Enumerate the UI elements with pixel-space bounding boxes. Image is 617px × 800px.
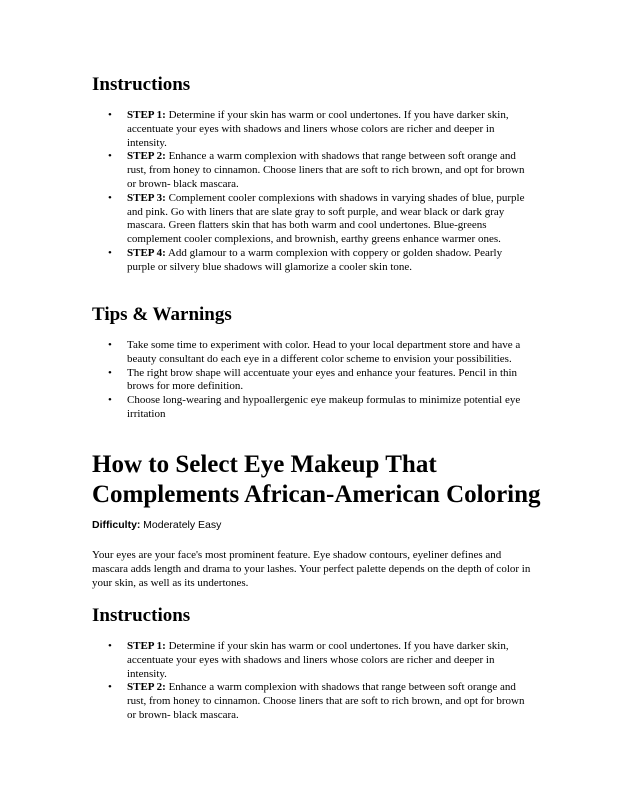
bullet-icon: • [108,150,112,163]
article-title-line-1: How to Select Eye Makeup That [92,451,437,478]
instructions-list-2 [92,640,532,723]
step-item [92,681,532,722]
difficulty-value: Moderately Easy [143,519,222,531]
bullet-icon: • [108,191,112,204]
tip-item [92,339,532,367]
step-label: STEP 4: [127,246,166,259]
difficulty-label: Difficulty: [92,519,141,531]
bullet-icon: • [108,246,112,259]
step-item [92,192,532,247]
step-label: STEP 2: [127,681,166,694]
step-item [92,150,532,191]
step-text: Complement cooler complexions with shadows in varying shades of blue, purple and pink. Go with liners that are slate gray to soft purple, and wear black or dark gray mascara. Green flatters skin that has both warm and cool undertones. Blue-greens complement cooler complexions, and brownish, earthy greens enhance warmer ones. [127,191,525,246]
step-text: Determine if your skin has warm or cool undertones. If you have darker skin, accentuate your eyes with shadows and liners whose colors are richer and deeper in intensity. [127,640,509,680]
bullet-icon: • [108,366,112,379]
step-item [92,247,532,275]
bullet-icon: • [108,640,112,652]
step-label: STEP 1: [127,109,166,121]
step-text: Enhance a warm complexion with shadows that range between soft orange and rust, from honey to cinnamon. Choose liners that are soft to rich brown, and opt for brown or brown- black mascara. [127,681,525,721]
instructions-heading: Instructions [92,74,191,95]
step-label: STEP 1: [127,640,166,652]
intro-paragraph: Your eyes are your face's most prominent feature. Eye shadow contours, eyeliner defines and mascara adds length and drama to your lashes. Your perfect palette depends on the depth of color in your skin, as well as its undertones. [92,549,531,589]
bullet-icon: • [108,109,112,121]
tips-heading: Tips & Warnings [92,304,232,325]
step-label: STEP 2: [127,150,166,163]
tip-text: Take some time to experiment with color. Head to your local department store and have a beauty consultant do each eye in a different color scheme to envision your possibilities. [127,339,521,365]
instructions-heading-2: Instructions [92,605,191,626]
tip-text: The right brow shape will accentuate your eyes and enhance your features. Pencil in thin brows for more definition. [127,366,518,393]
tip-text: Choose long-wearing and hypoallergenic eye makeup formulas to minimize potential eye irritation [127,394,521,420]
step-item [92,109,532,150]
bullet-icon: • [108,394,112,407]
tips-list [92,339,532,422]
step-text: Add glamour to a warm complexion with coppery or golden shadow. Pearly purple or silvery blue shadows will glamorize a cooler skin tone. [127,246,503,273]
instructions-list [92,109,532,275]
tip-item [92,394,532,422]
step-label: STEP 3: [127,191,166,204]
step-text: Determine if your skin has warm or cool undertones. If you have darker skin, accentuate your eyes with shadows and liners whose colors are richer and deeper in intensity. [127,109,509,149]
article-title-line-2: Complements African-American Coloring [92,481,541,508]
bullet-icon: • [108,339,112,351]
step-item [92,640,532,681]
difficulty-line [92,519,532,533]
step-text: Enhance a warm complexion with shadows that range between soft orange and rust, from honey to cinnamon. Choose liners that are soft to rich brown, and opt for brown or brown- black mascara. [127,150,525,190]
tip-item [92,367,532,395]
bullet-icon: • [108,681,112,694]
